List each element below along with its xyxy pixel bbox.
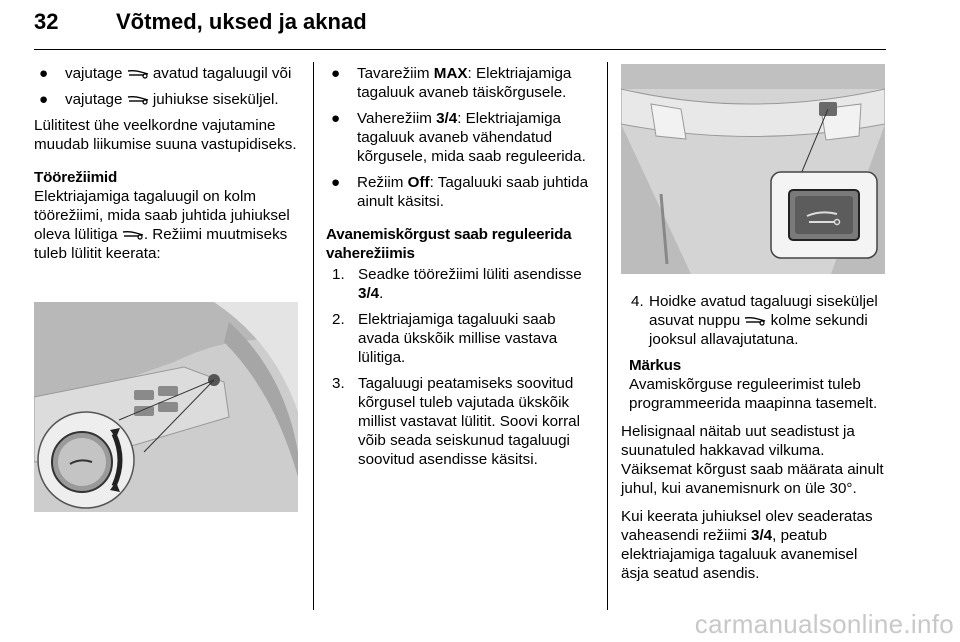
paragraph: Kui keerata juhiuksel olev seaderatas vaheasendi režiimi 3/4, peatub elektriajamiga tagaluuk avanemisel äsja seatud asendis. (621, 508, 873, 582)
paragraph: Elektriajamiga tagaluugil on kolm töörežiimi, mida saab juhtida juhiuksel oleva lülitiga . Režiimi muutmiseks tuleb lülitit keerata: (34, 188, 290, 262)
tailgate-icon (122, 230, 144, 240)
note-box (629, 356, 889, 413)
header-rule (34, 49, 886, 50)
tailgate-icon (744, 316, 766, 326)
tailgate-icon (127, 95, 149, 105)
list-item: ● vajutage juhiukse siseküljel. (39, 91, 279, 108)
tailgate-icon (127, 69, 149, 79)
list-item: 3. Tagaluugi peatamiseks soovitud kõrgusel tuleb vajutada ükskõik millist vastavat lülitit. Soovi korral võib seada seiskunud tagaluugi soovitud asendisse käsitsi. (332, 375, 580, 468)
page-title: Võtmed, uksed ja aknad (116, 9, 367, 34)
tailgate-button-illustration (621, 64, 885, 274)
paragraph: Lülititest ühe veelkordne vajutamine muudab liikumise suuna vastupidiseks. (34, 117, 297, 153)
column-divider (607, 62, 608, 610)
bullet-dot: ● (331, 174, 341, 191)
list-item: ● Tavarežiim MAX: Elektriajamiga tagaluuk avaneb täiskõrgusele. (331, 65, 572, 101)
list-item: 4. Hoidke avatud tagaluugi siseküljel asuvat nuppu kolme sekundi jooksul allavajutatuna. (631, 293, 878, 348)
column-divider (313, 62, 314, 610)
list-item: 1. Seadke töörežiimi lüliti asendisse 3/4. (332, 266, 582, 302)
section-heading: Töörežiimid (34, 169, 118, 186)
watermark: carmanualsonline.info (694, 609, 954, 639)
bullet-dot: ● (39, 65, 49, 82)
bullet-dot: ● (39, 91, 49, 108)
note-text: Avamiskõrguse reguleerimist tuleb programmeerida maapinna tasemelt. (629, 376, 878, 412)
bullet-dot: ● (331, 65, 341, 82)
paragraph: Helisignaal näitab uut seadistust ja suunatuled hakkavad vilkuma. Väiksemat kõrgust saab määrata ainult juhul, kui avanemisnurk on üle 30°. (621, 423, 884, 497)
list-item: ● vajutage avatud tagaluugil või (39, 65, 292, 82)
page-number: 32 (34, 9, 59, 34)
page-header (34, 4, 886, 40)
list-item: ● Vaherežiim 3/4: Elektriajamiga tagaluuk avaneb vähendatud kõrgusele, mida saab reguleerida. (331, 110, 586, 165)
section-heading: Avanemiskõrgust saab reguleerida vaherežiimis (326, 226, 572, 262)
note-heading: Märkus (629, 357, 681, 374)
column-2 (326, 64, 594, 476)
list-item: 2. Elektriajamiga tagaluuki saab avada ükskõik millise vastava lülitiga. (332, 311, 558, 366)
bullet-dot: ● (331, 110, 341, 127)
door-switch-illustration (34, 302, 298, 512)
column-1 (34, 64, 304, 263)
list-item: ● Režiim Off: Tagaluuki saab juhtida ainult käsitsi. (331, 174, 589, 210)
column-3 (621, 292, 889, 583)
